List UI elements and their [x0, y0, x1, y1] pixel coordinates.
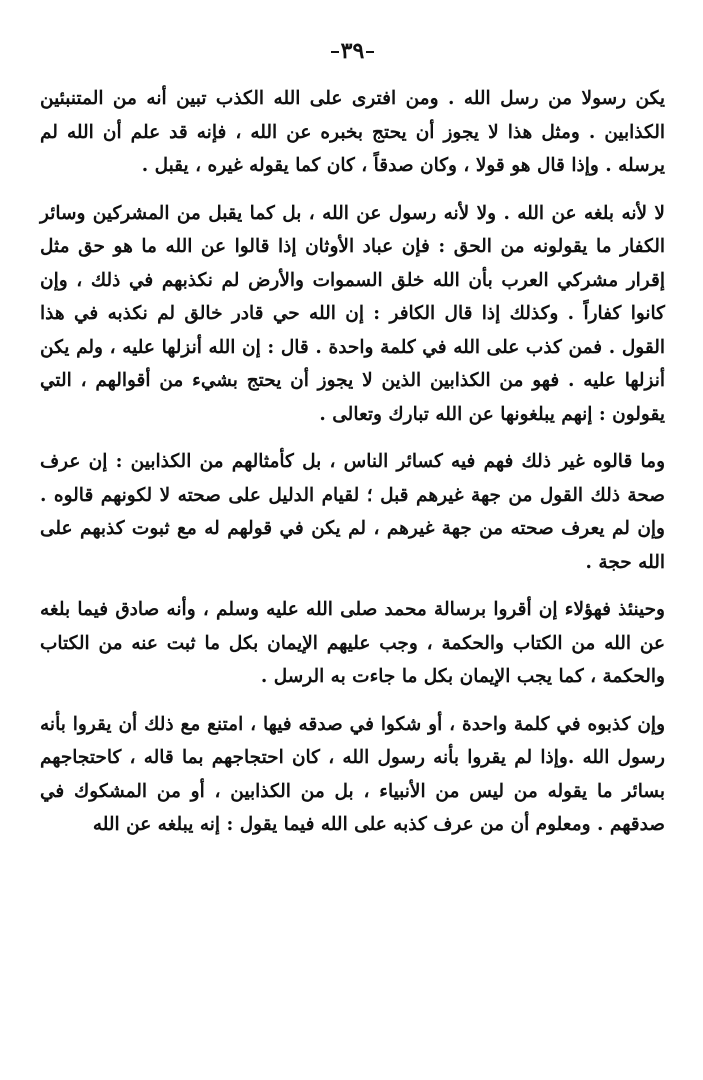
paragraph-2: لا لأنه بلغه عن الله . ولا لأنه رسول عن الله ، بل كما يقبل من المشركين وسائر الكفار ما يقولونه من الحق : فإن عباد الأوثان إذا قالوا عن الله ما هو حق مثل إقرار مشركي العرب بأن الله خلق السموات والأرض لم نكذبهم في ذلك ، وإن كانوا كفاراً . وكذلك إذا قال الكافر : إن الله حي قادر خالق لم نكذبه في هذا القول . فمن كذب على الله في كلمة واحدة . قال : إن الله أنزلها عليه ، ولم يكن أنزلها عليه . فهو من الكذابين الذين لا يجوز أن يحتج بشيء من أقوالهم ، التي يقولون : إنهم يبلغونها عن الله تبارك وتعالى . — [40, 202, 665, 425]
paragraph-1: يكن رسولا من رسل الله . ومن افترى على الله الكذب تبين أنه من المتنبئين الكذابين . ومثل هذا لا يجوز أن يحتج بخبره عن الله ، فإنه قد علم أن الله لم يرسله . وإذا قال هو قولا ، وكان صدقاً ، كان كما يقوله غيره ، يقبل . — [40, 88, 665, 176]
paragraph-4: وحينئذ فهؤلاء إن أقروا برسالة محمد صلى الله عليه وسلم ، وأنه صادق فيما بلغه عن الله من الكتاب والحكمة ، وجب عليهم الإيمان بكل ما ثبت عنه من الكتاب والحكمة ، كما يجب الإيمان بكل ما جاءت به الرسل . — [40, 599, 665, 687]
paragraph-3: وما قالوه غير ذلك فهم فيه كسائر الناس ، بل كأمثالهم من الكذابين : إن عرف صحة ذلك القول من جهة غيرهم قبل ؛ لقيام الدليل على صحته لا لكونهم قالوه . وإن لم يعرف صحته من جهة غيرهم ، لم يكن في قولهم له مع ثبوت كذبهم على الله حجة . — [40, 451, 665, 573]
paragraph-5: وإن كذبوه في كلمة واحدة ، أو شكوا في صدقه فيها ، امتنع مع ذلك أن يقروا بأنه رسول الله .وإذا لم يقروا بأنه رسول الله ، كان احتجاجهم بما قاله ، كاحتجاجهم بسائر ما يقوله من ليس من الأنبياء ، بل من الكذابين ، أو من المشكوك في صدقهم . ومعلوم أن من عرف كذبه على الله فيما يقول : إنه يبلغه عن الله — [40, 713, 665, 835]
document-page — [40, 38, 665, 1060]
page-number: ٣٩ — [40, 38, 665, 64]
